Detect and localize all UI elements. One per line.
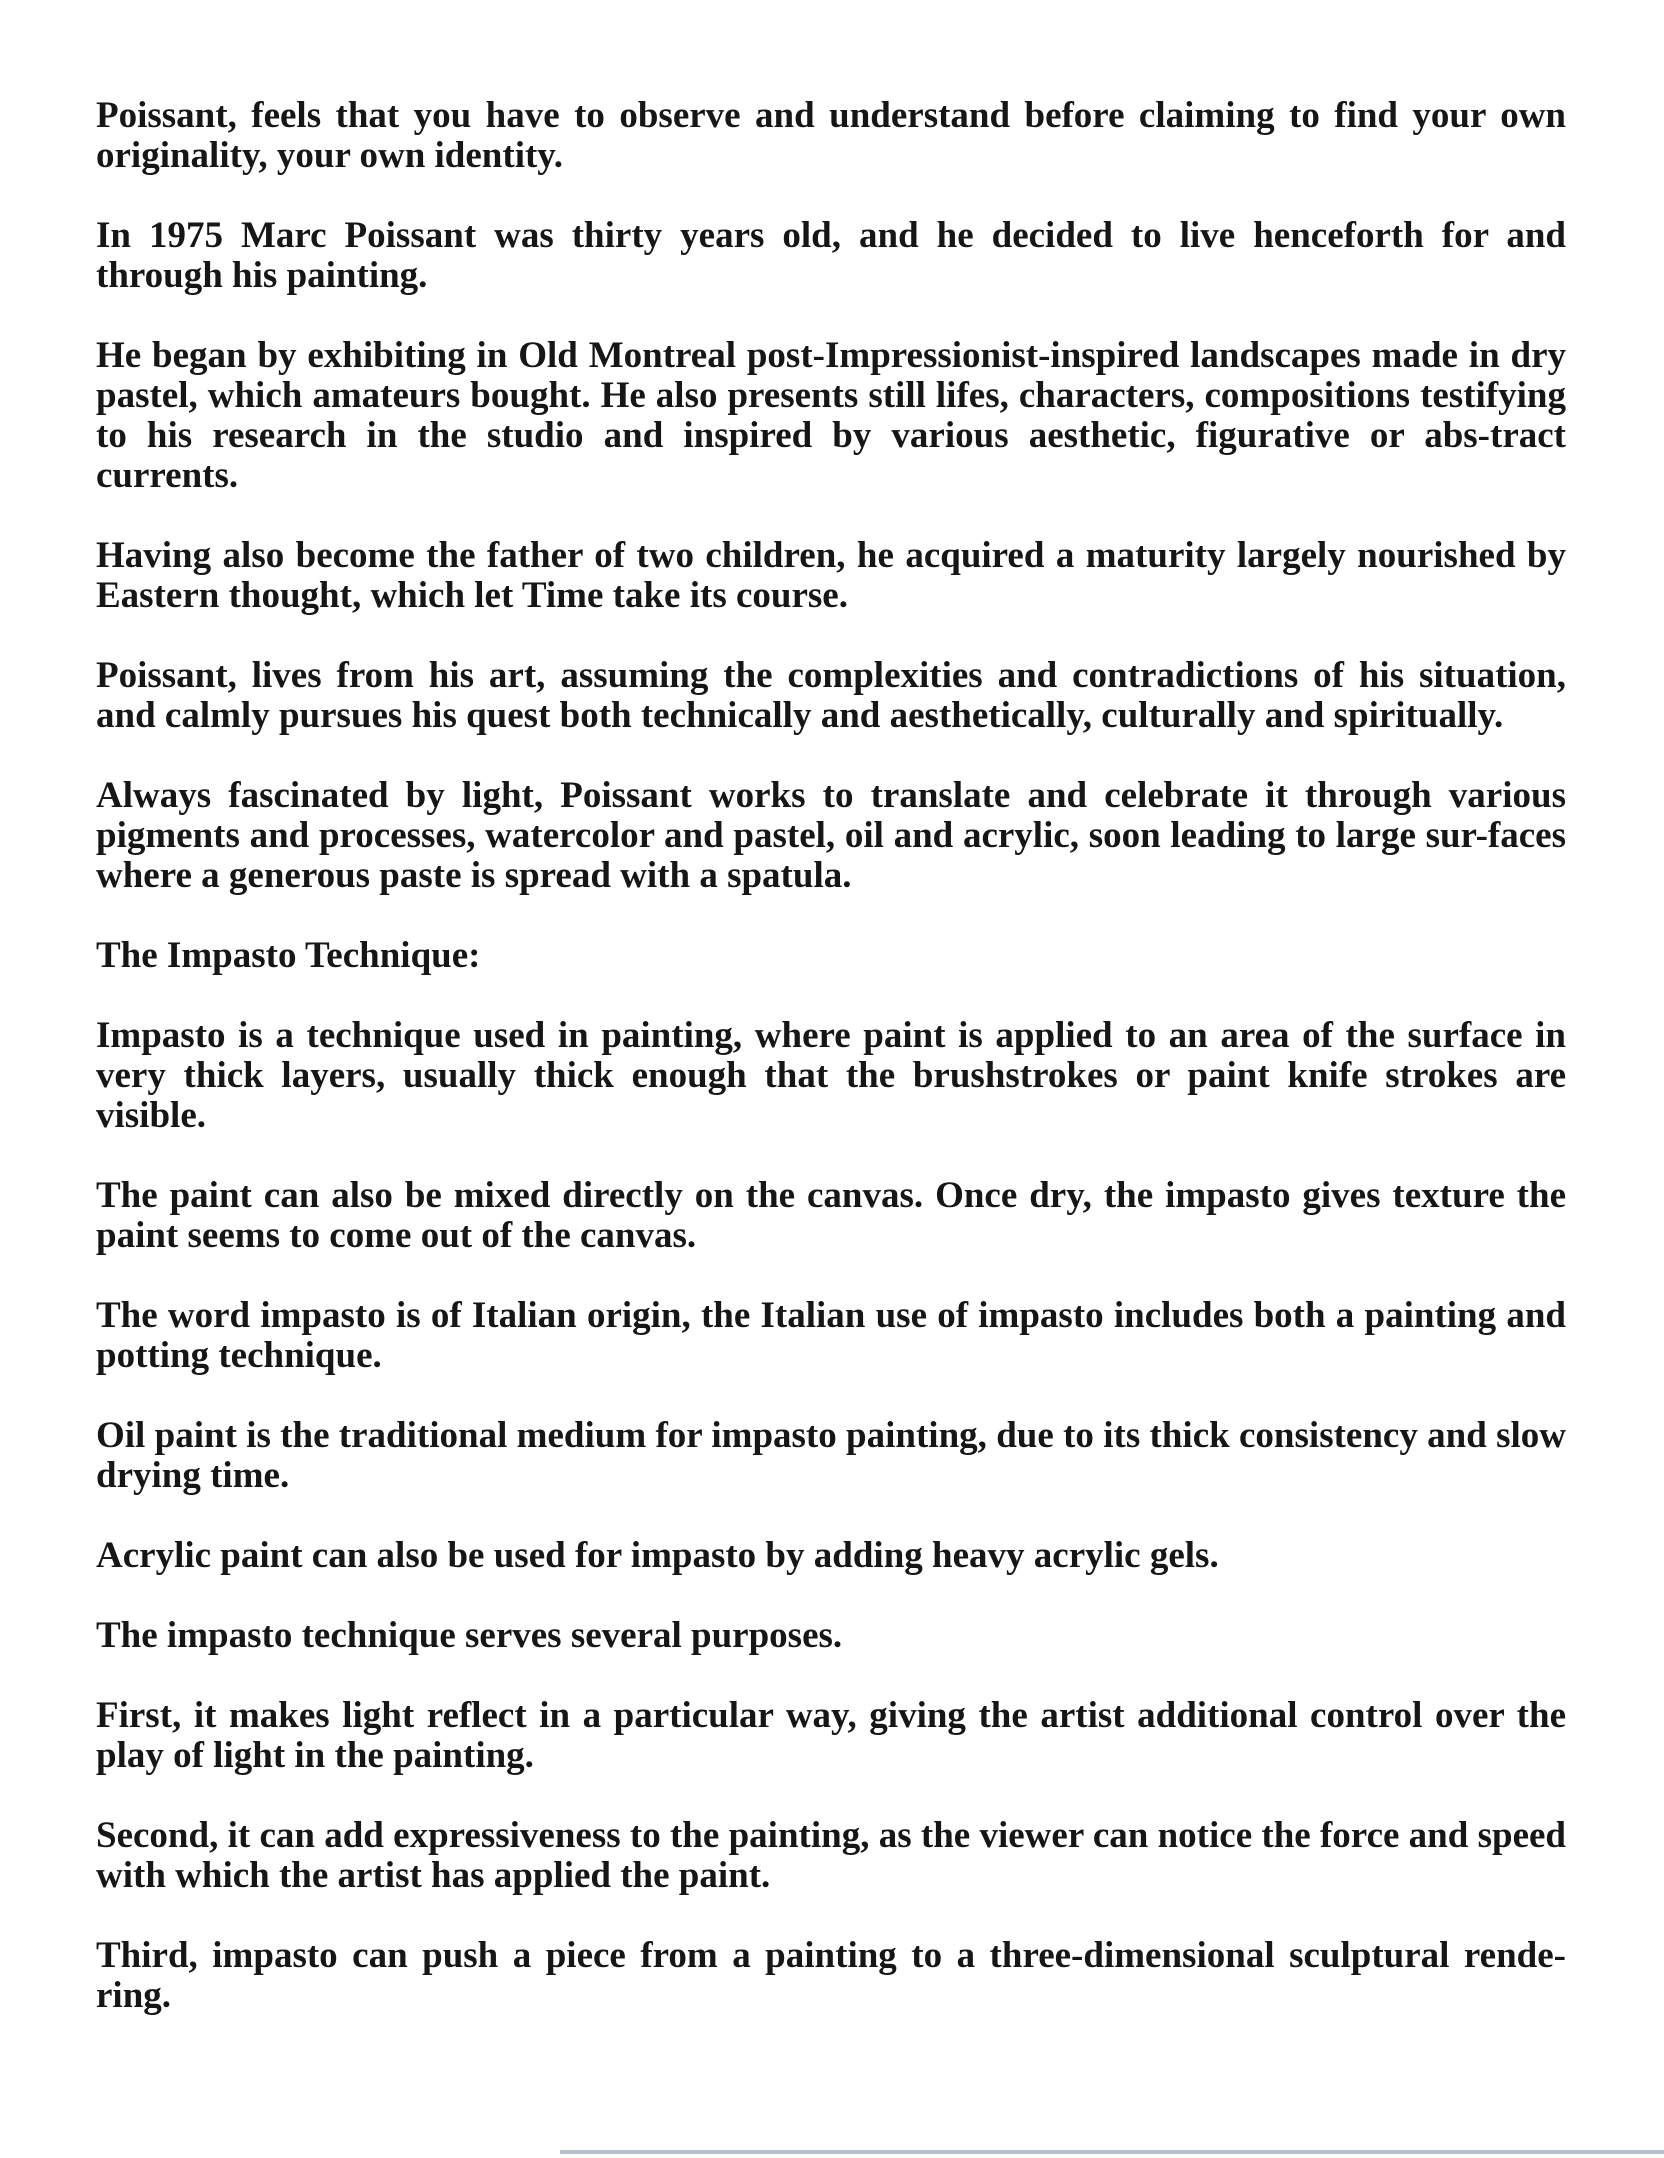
paragraph-1975: In 1975 Marc Poissant was thirty years old, and he decided to live henceforth for and through his painting.	[96, 215, 1566, 296]
paragraph-mixed-on-canvas: The paint can also be mixed directly on the canvas. Once dry, the impasto gives texture the paint seems to come out of the canvas.	[96, 1175, 1566, 1256]
paragraph-third-purpose: Third, impasto can push a piece from a painting to a three-dimensional sculptural rende-ring.	[96, 1935, 1566, 2016]
page-edge-divider	[560, 2150, 1664, 2154]
paragraph-purposes: The impasto technique serves several purposes.	[96, 1615, 843, 1656]
paragraph-exhibiting: He began by exhibiting in Old Montreal post-Impressionist-inspired landscapes made in dry pastel, which amateurs bought. He also presents still lifes, characters, compositions testifying to his research in the studio and inspired by various aesthetic, figurative or abs-tract currents.	[96, 335, 1566, 496]
paragraph-oil-paint: Oil paint is the traditional medium for impasto painting, due to its thick consistency and slow drying time.	[96, 1415, 1566, 1496]
paragraph-italian-origin: The word impasto is of Italian origin, the Italian use of impasto includes both a painting and potting technique.	[96, 1295, 1566, 1376]
paragraph-second-purpose: Second, it can add expressiveness to the painting, as the viewer can notice the force and speed with which the artist has applied the paint.	[96, 1815, 1566, 1896]
paragraph-lives-from-art: Poissant, lives from his art, assuming the complexities and contradictions of his situation, and calmly pursues his quest both technically and aesthetically, culturally and spiritually.	[96, 655, 1566, 736]
paragraph-light: Always fascinated by light, Poissant works to translate and celebrate it through various pigments and processes, watercolor and pastel, oil and acrylic, soon leading to large sur-faces where a generous paste is spread with a spatula.	[96, 775, 1566, 896]
document-page	[96, 96, 1566, 2056]
section-heading-impasto: The Impasto Technique:	[96, 935, 481, 976]
paragraph-acrylic: Acrylic paint can also be used for impasto by adding heavy acrylic gels.	[96, 1535, 1219, 1576]
paragraph-impasto-definition: Impasto is a technique used in painting, where paint is applied to an area of the surface in very thick layers, usually thick enough that the brushstrokes or paint knife strokes are visible.	[96, 1015, 1566, 1136]
paragraph-originality: Poissant, feels that you have to observe and understand before claiming to find your own originality, your own identity.	[96, 95, 1566, 176]
paragraph-first-purpose: First, it makes light reflect in a particular way, giving the artist additional control over the play of light in the painting.	[96, 1695, 1566, 1776]
paragraph-father: Having also become the father of two children, he acquired a maturity largely nourished by Eastern thought, which let Time take its course.	[96, 535, 1566, 616]
